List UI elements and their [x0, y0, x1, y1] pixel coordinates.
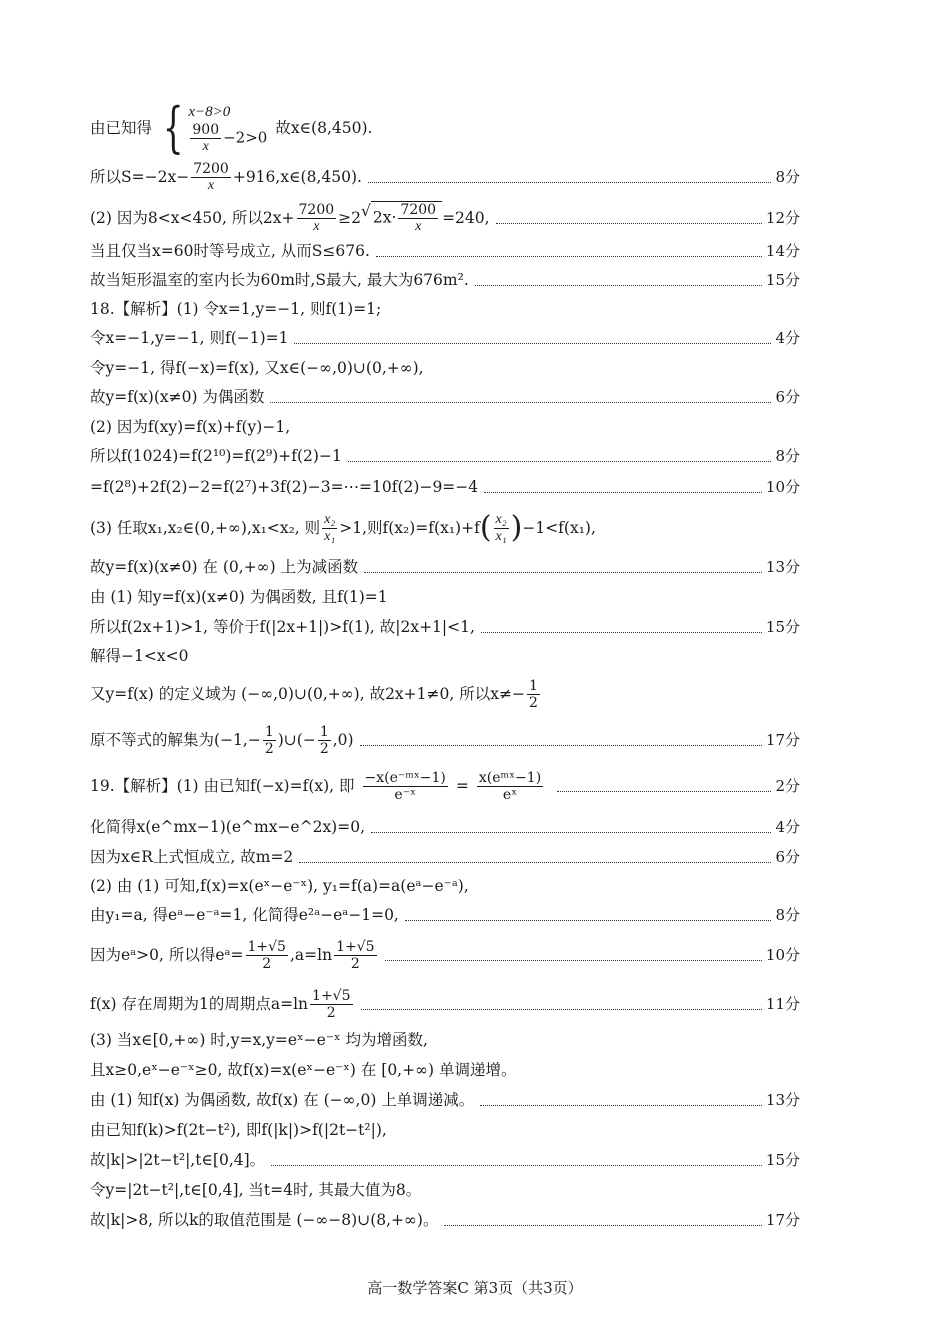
solution-line: 所以f(2x+1)>1, 等价于f(|2x+1|)>f(1), 故|2x+1|<1, 15分	[90, 618, 800, 636]
solution-line: (3) 任取x₁,x₂∈(0,+∞),x₁<x₂, 则 $\frac{\text{x₂}}{\text{x₁}}$ >1,则f(x₂)=f(x₁)+f ( $\frac{\text{x₂}}{\text{x₁}}$ ) −1<f(x₁),	[90, 510, 596, 545]
score-label: 6分	[775, 848, 800, 866]
solution-line: 故|k|>|2t−t²|,t∈[0,4]。 15分	[90, 1151, 800, 1169]
equation-system: { x−8>0 $\frac{900}{x}$ −2>0	[162, 96, 268, 159]
score-label: 17分	[765, 731, 800, 749]
solution-line: 当且仅当x=60时等号成立, 从而S≤676. 14分	[90, 242, 800, 260]
solution-line: 由 (1) 知y=f(x)(x≠0) 为偶函数, 且f(1)=1	[90, 588, 388, 606]
score-label: 15分	[765, 1151, 800, 1169]
solution-line: 解得−1<x<0	[90, 647, 189, 665]
score-label: 13分	[765, 1091, 800, 1109]
score-label: 2分	[775, 777, 800, 795]
solution-line: =f(2⁸)+2f(2)−2=f(2⁷)+3f(2)−3=⋯=10f(2)−9=−4 10分	[90, 478, 800, 496]
score-label: 8分	[775, 447, 800, 465]
score-label: 12分	[765, 209, 800, 227]
solution-line: 令y=|2t−t²|,t∈[0,4], 当t=4时, 其最大值为8。	[90, 1181, 422, 1199]
score-label: 15分	[765, 271, 800, 289]
solution-line: 由已知得 { x−8>0 $\frac{900}{x}$ −2>0 故x∈(8,450).	[90, 96, 373, 159]
solution-line: 由已知f(k)>f(2t−t²), 即f(|k|)>f(|2t−t²|),	[90, 1121, 387, 1139]
score-label: 8分	[775, 168, 800, 186]
solution-line: 原不等式的解集为 (−1,− $\frac{1}{2}$ )∪(− $\frac{1}{2}$ ,0) 17分	[90, 723, 800, 757]
score-label: 4分	[775, 329, 800, 347]
score-label: 8分	[775, 906, 800, 924]
solution-line: 19.【解析】(1) 由已知f(−x)=f(x), 即 $\frac{\text{−x(e⁻ᵐˣ−1)}}{\text{e⁻ˣ}}$ = $\frac{\text{x(eᵐˣ−1)}}{\text{eˣ}}$ 2分	[90, 769, 800, 803]
score-label: 13分	[765, 558, 800, 576]
solution-line: 所以f(1024)=f(2¹⁰)=f(2⁹)+f(2)−1 8分	[90, 447, 800, 465]
score-label: 6分	[775, 388, 800, 406]
solution-line: 且x≥0,eˣ−e⁻ˣ≥0, 故f(x)=x(eˣ−e⁻ˣ) 在 [0,+∞) 单调递增。	[90, 1061, 517, 1079]
page-footer: 高一数学答案C 第3页（共3页）	[367, 1279, 583, 1297]
solution-line: 由 (1) 知f(x) 为偶函数, 故f(x) 在 (−∞,0) 上单调递减。 13分	[90, 1091, 800, 1109]
solution-line: 18.【解析】(1) 令x=1,y=−1, 则f(1)=1;	[90, 300, 382, 318]
solution-line: (2) 因为8<x<450, 所以2x+ $\frac{7200}{x}$ ≥2 √ 2x· $\frac{7200}{x}$ =240, 12分	[90, 201, 800, 234]
score-label: 14分	[765, 242, 800, 260]
solution-line: 令y=−1, 得f(−x)=f(x), 又x∈(−∞,0)∪(0,+∞),	[90, 359, 424, 377]
solution-line: 令x=−1,y=−1, 则f(−1)=1 4分	[90, 329, 800, 347]
solution-line: (2) 因为f(xy)=f(x)+f(y)−1,	[90, 418, 291, 436]
sqrt-expression: √ 2x· $\frac{7200}{x}$	[361, 201, 442, 235]
solution-line: 故|k|>8, 所以k的取值范围是 (−∞−8)∪(8,+∞)。 17分	[90, 1211, 800, 1229]
solution-line: 故当矩形温室的室内长为60m时,S最大, 最大为676m². 15分	[90, 271, 800, 289]
score-label: 10分	[765, 478, 800, 496]
score-label: 10分	[765, 946, 800, 964]
solution-line: 故y=f(x)(x≠0) 在 (0,+∞) 上为减函数 13分	[90, 558, 800, 576]
solution-line: 因为x∈R上式恒成立, 故m=2 6分	[90, 848, 800, 866]
solution-line: 化简得x(e^mx−1)(e^mx−e^2x)=0, 4分	[90, 818, 800, 836]
score-label: 17分	[765, 1211, 800, 1229]
solution-line: 因为eᵃ>0, 所以得eᵃ= $\frac{1+√5}{2}$ ,a=ln $\frac{1+√5}{2}$ 10分	[90, 938, 800, 972]
solution-line: 又y=f(x) 的定义域为 (−∞,0)∪(0,+∞), 故2x+1≠0, 所以x≠− $\frac{1}{2}$	[90, 677, 538, 711]
solution-line: 故y=f(x)(x≠0) 为偶函数 6分	[90, 388, 800, 406]
solution-line: (3) 当x∈[0,+∞) 时,y=x,y=eˣ−e⁻ˣ 均为增函数,	[90, 1031, 428, 1049]
solution-line: 由y₁=a, 得eᵃ−e⁻ᵃ=1, 化简得e²ᵃ−eᵃ−1=0, 8分	[90, 906, 800, 924]
score-label: 11分	[765, 995, 800, 1013]
score-label: 4分	[775, 818, 800, 836]
solution-line: f(x) 存在周期为1的周期点a=ln $\frac{1+√5}{2}$ 11分	[90, 987, 800, 1021]
solution-line: 所以S=−2x− $\frac{7200}{x}$ +916,x∈(8,450). 8分	[90, 160, 800, 193]
score-label: 15分	[765, 618, 800, 636]
solution-line: (2) 由 (1) 可知,f(x)=x(eˣ−e⁻ˣ), y₁=f(a)=a(eᵃ−e⁻ᵃ),	[90, 877, 469, 895]
